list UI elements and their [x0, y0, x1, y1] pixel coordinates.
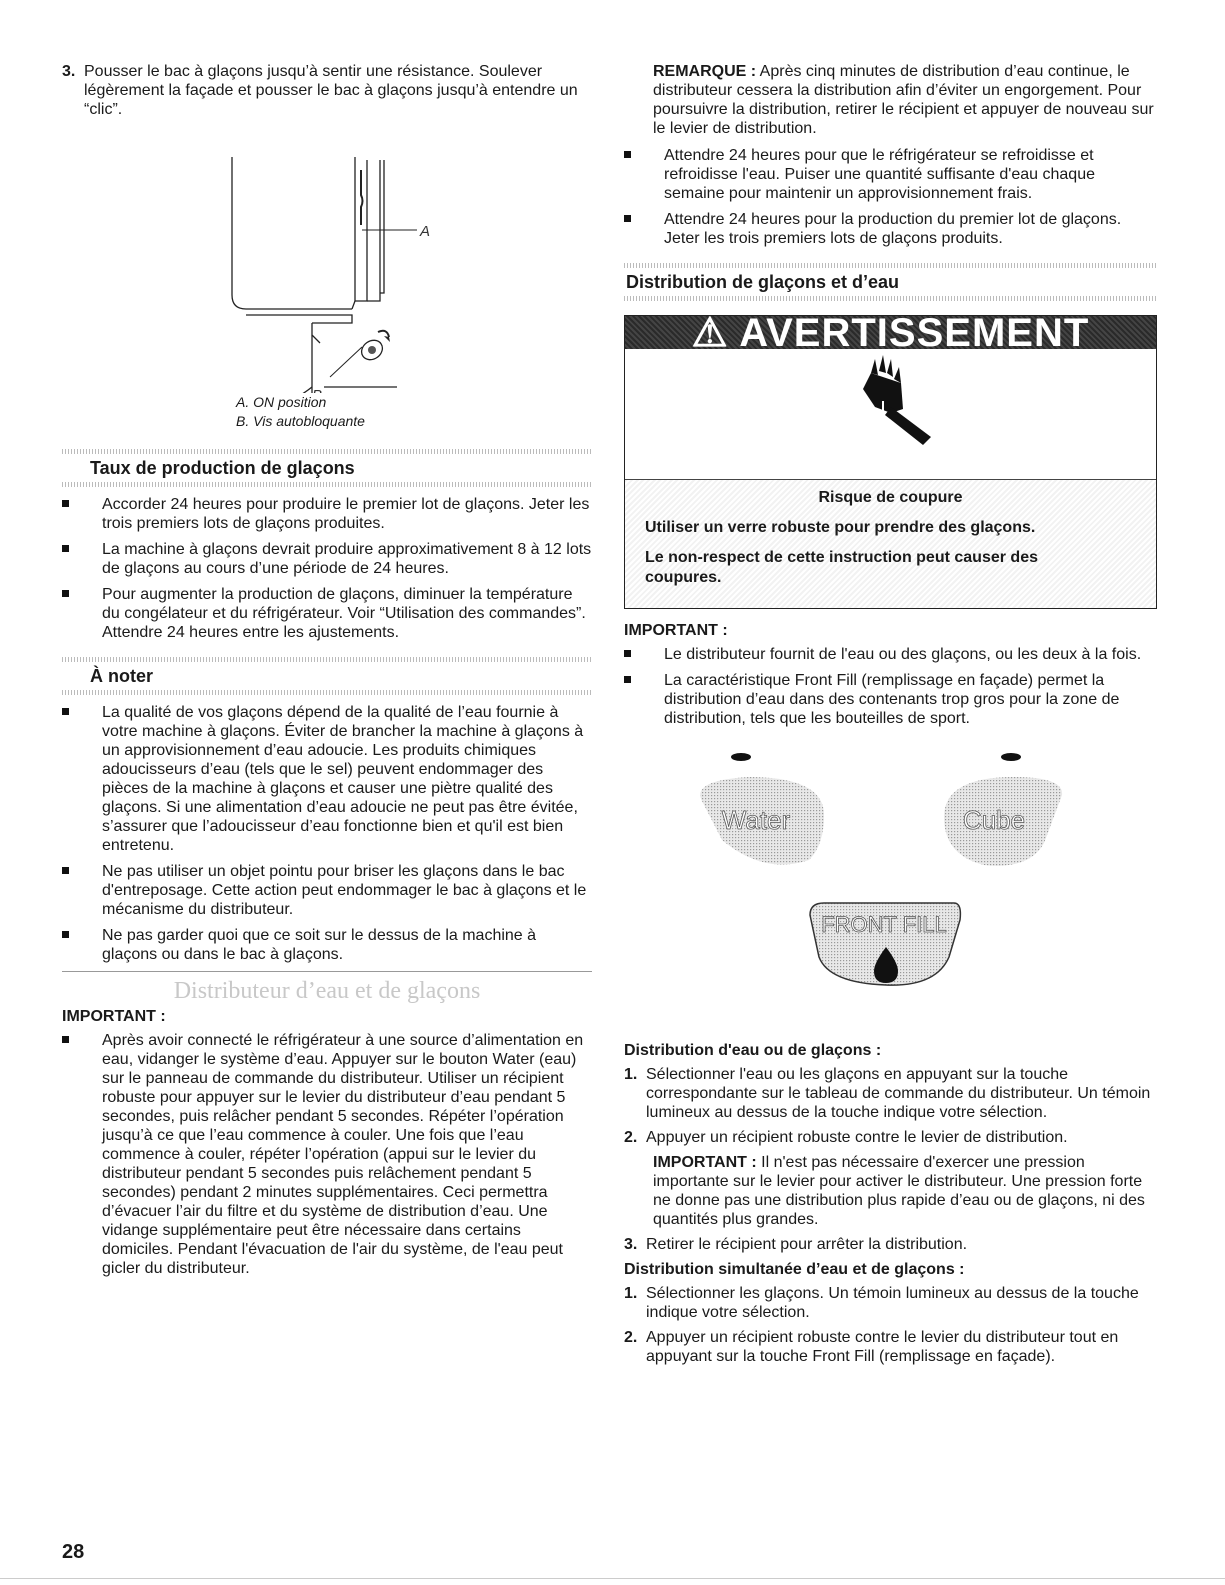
list-item: Attendre 24 heures pour la production du premier lot de glaçons. Jeter les trois premiers lots de glaçons produits.	[624, 210, 1157, 248]
list-item: La machine à glaçons devrait produire approximativement 8 à 12 lots de glaçons au cours d’une période de 24 heures.	[62, 540, 592, 578]
page-number: 28	[62, 1541, 85, 1563]
important-label: IMPORTANT :	[624, 622, 728, 639]
page-bottom-rule	[0, 1578, 1225, 1579]
list-item: La qualité de vos glaçons dépend de la qualité de l’eau fournie à votre machine à glaçons. Éviter de brancher la machine à glaçons à un approvisionnement d’eau adoucie. Les produits chimiques adoucisseurs d’eau (tels que le sel) peuvent endommager des pièces de la machine à glaçons et causer une piètre qualité des glaçons. Si une alimentation d’eau adoucie ne peut pas être évitée, s’assurer que l’adoucisseur d’eau fonctionne bien et qu'il est bien entretenu.	[62, 703, 592, 855]
list-item: Pour augmenter la production de glaçons, diminuer la température du congélateur et du réfrigérateur. Voir “Utilisation des commandes”. Attendre 24 heures entre les ajustements.	[62, 585, 592, 642]
important2-label: IMPORTANT :	[653, 1154, 757, 1171]
list-item: Après avoir connecté le réfrigérateur à une source d’alimentation en eau, vidanger le système d’eau. Appuyer sur le bouton Water (eau) sur le panneau de commande du distributeur. Utiliser un récipient robuste pour appuyer sur le levier du distributeur d’eau pendant 5 secondes, puis relâcher pendant 5 secondes. Répéter l’opération jusqu’à ce que l’eau commence à couler. Une fois que l’eau commence à couler, répéter l’opération (appui sur le levier du distributeur pendant 5 secondes puis relâchement pendant 5 secondes) pendant 2 minutes supplémentaires. Ceci permettra d’évacuer l’air du filtre et du système de distribution d’eau. Une vidange supplémentaire peut être nécessaire dans certains domiciles. Pendant l'évacuation de l'air du système, de l'eau peut gicler du distributeur.	[62, 1031, 592, 1278]
icemaker-illustration	[62, 125, 592, 393]
important2-text: Il n'est pas nécessaire d'exercer une pression importante sur le levier pour activer le distributeur. Une pression forte ne donne pas une distribution plus rapide d’eau ou de glaçons, ni des quantités plus grandes.	[653, 1154, 1145, 1228]
water-button-label: Water	[721, 805, 791, 835]
section-rule	[624, 296, 1157, 301]
step-3	[62, 62, 592, 119]
list-item: Attendre 24 heures pour que le réfrigérateur se refroidisse et refroidisse l'eau. Puiser une quantité suffisante d'eau chaque semaine pour maintenir un approvisionnement frais.	[624, 146, 1157, 203]
simul-title: Distribution simultanée d’eau et de glaçons :	[624, 1261, 965, 1278]
list-item: Accorder 24 heures pour produire le premier lot de glaçons. Jeter les trois premiers lots de glaçons produites.	[62, 495, 592, 533]
section-title-distribution: Distribution de glaçons et d’eau	[626, 272, 900, 292]
front-fill-button-label: FRONT FILL	[821, 912, 947, 937]
warning-line1: Utiliser un verre robuste pour prendre des glaçons.	[645, 519, 1036, 536]
screw-detail	[358, 331, 390, 364]
figure-label-b	[312, 387, 322, 393]
dispenser-control-panel	[624, 735, 1157, 1035]
right-column	[624, 62, 1157, 1372]
warning-line2: Le non-respect de cette instruction peut causer des coupures.	[645, 549, 1038, 586]
remarque-label: REMARQUE :	[653, 63, 757, 80]
remarque-paragraph	[653, 62, 1157, 138]
water-indicator-light	[731, 753, 751, 761]
warning-triangle-icon: ⚠	[691, 311, 729, 355]
step-number: 3.	[62, 63, 76, 80]
list-item: La caractéristique Front Fill (remplissage en façade) permet la distribution d’eau dans des contenants trop gros pour la zone de distribution, tels que les bouteilles de sport.	[624, 671, 1157, 728]
step-1: 1. Sélectionner les glaçons. Un témoin lumineux au dessus de la touche indique votre sélection.	[624, 1285, 1139, 1321]
left-column	[62, 62, 592, 1285]
cube-button-label: Cube	[962, 805, 1026, 835]
icemaker-figure	[62, 125, 592, 393]
caption-a: A. ON position	[236, 394, 327, 410]
section-big-title: Distributeur d’eau et de glaçons	[62, 971, 592, 1001]
important2-paragraph	[653, 1153, 1157, 1229]
section-title-noter: À noter	[90, 666, 153, 686]
important-label: IMPORTANT :	[62, 1008, 166, 1025]
cube-indicator-light	[1001, 753, 1021, 761]
step-text: Pousser le bac à glaçons jusqu’à sentir une résistance. Soulever légèrement la façade et pousser le bac à glaçons jusqu’à entendre un “clic”.	[84, 63, 578, 118]
cut-hand-icon	[625, 349, 1156, 480]
step-2: 2. Appuyer un récipient robuste contre le levier du distributeur tout en appuyant sur la touche Front Fill (remplissage en façade).	[624, 1329, 1119, 1365]
caption-b: B. Vis autobloquante	[236, 413, 365, 429]
list-item: Le distributeur fournit de l'eau ou des glaçons, ou les deux à la fois.	[624, 645, 1157, 664]
warning-header	[625, 311, 1156, 355]
warning-risk: Risque de coupure	[818, 489, 963, 506]
step-3: 3. Retirer le récipient pour arrêter la distribution.	[624, 1236, 968, 1253]
figure-caption	[236, 393, 592, 431]
warning-box	[624, 311, 1157, 609]
warning-header-text: AVERTISSEMENT	[739, 311, 1090, 355]
list-item: Ne pas garder quoi que ce soit sur le dessus de la machine à glaçons ou dans le bac à glaçons.	[62, 926, 592, 964]
figure-label-a: A	[420, 223, 431, 240]
remarque-text: Après cinq minutes de distribution d’eau continue, le distributeur cessera la distribution afin d’éviter un engorgement. Pour poursuivre la distribution, retirer le récipient et appuyer de nouveau sur le levier de distribution.	[653, 63, 1154, 137]
list-item: Ne pas utiliser un objet pointu pour briser les glaçons dans le bac d'entreposage. Cette action peut endommager le bac à glaçons et le mécanisme du distributeur.	[62, 862, 592, 919]
step-2: 2. Appuyer un récipient robuste contre le levier de distribution.	[624, 1129, 1068, 1146]
section-title-taux: Taux de production de glaçons	[90, 458, 355, 478]
warning-body	[625, 480, 1156, 608]
step-1: 1. Sélectionner l'eau ou les glaçons en appuyant sur la touche correspondante sur le tableau de commande du distributeur. Un témoin lumineux au dessus de la touche indique votre sélection.	[624, 1066, 1151, 1121]
dist-title: Distribution d'eau ou de glaçons :	[624, 1042, 882, 1059]
